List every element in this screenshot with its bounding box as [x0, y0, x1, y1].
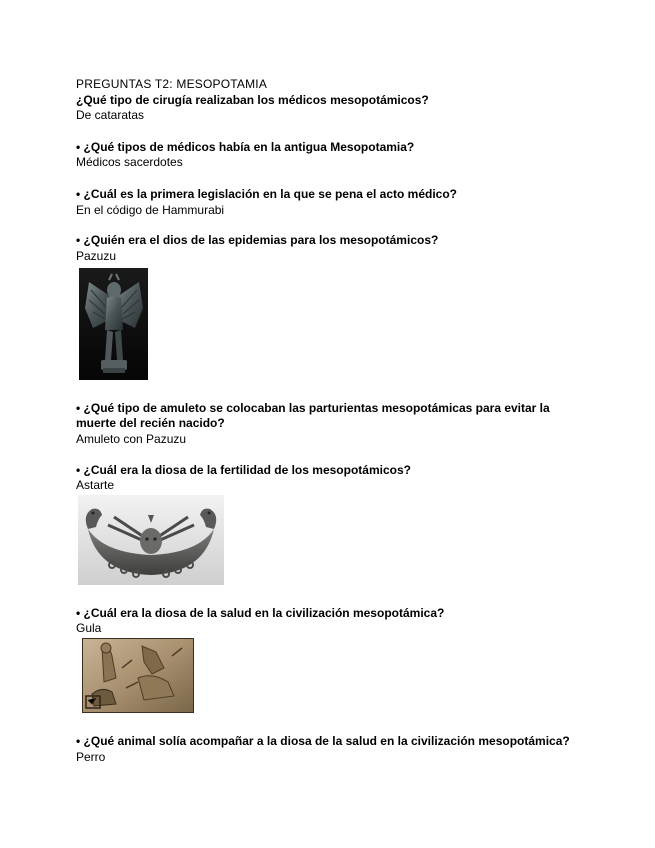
document-title: PREGUNTAS T2: MESOPOTAMIA	[76, 77, 268, 91]
question-3: • ¿Cuál es la primera legislación en la que se pena el acto médico?	[76, 187, 457, 201]
pazuzu-statue-image	[79, 268, 148, 380]
answer-4: Pazuzu	[76, 249, 117, 263]
answer-7: Gula	[76, 621, 102, 635]
answer-8: Perro	[76, 750, 106, 764]
question-5: • ¿Qué tipo de amuleto se colocaban las parturientas mesopotámicas para evitar la muerte del recién nacido?	[76, 401, 550, 430]
question-1: ¿Qué tipo de cirugía realizaban los médicos mesopotámicos?	[76, 93, 429, 107]
answer-5: Amuleto con Pazuzu	[76, 432, 187, 446]
question-2: • ¿Qué tipos de médicos había en la antigua Mesopotamia?	[76, 140, 415, 154]
answer-6: Astarte	[76, 478, 115, 492]
gula-relief-image	[82, 638, 194, 713]
answer-1: De cataratas	[76, 108, 145, 122]
answer-2: Médicos sacerdotes	[76, 155, 183, 169]
astarte-amulet-image	[78, 495, 224, 585]
question-4: • ¿Quién era el dios de las epidemias para los mesopotámicos?	[76, 233, 439, 247]
question-8: • ¿Qué animal solía acompañar a la diosa de la salud en la civilización mesopotámica?	[76, 734, 570, 748]
question-6: • ¿Cuál era la diosa de la fertilidad de los mesopotámicos?	[76, 463, 411, 477]
answer-3: En el código de Hammurabi	[76, 203, 225, 217]
question-7: • ¿Cuál era la diosa de la salud en la civilización mesopotámica?	[76, 606, 445, 620]
